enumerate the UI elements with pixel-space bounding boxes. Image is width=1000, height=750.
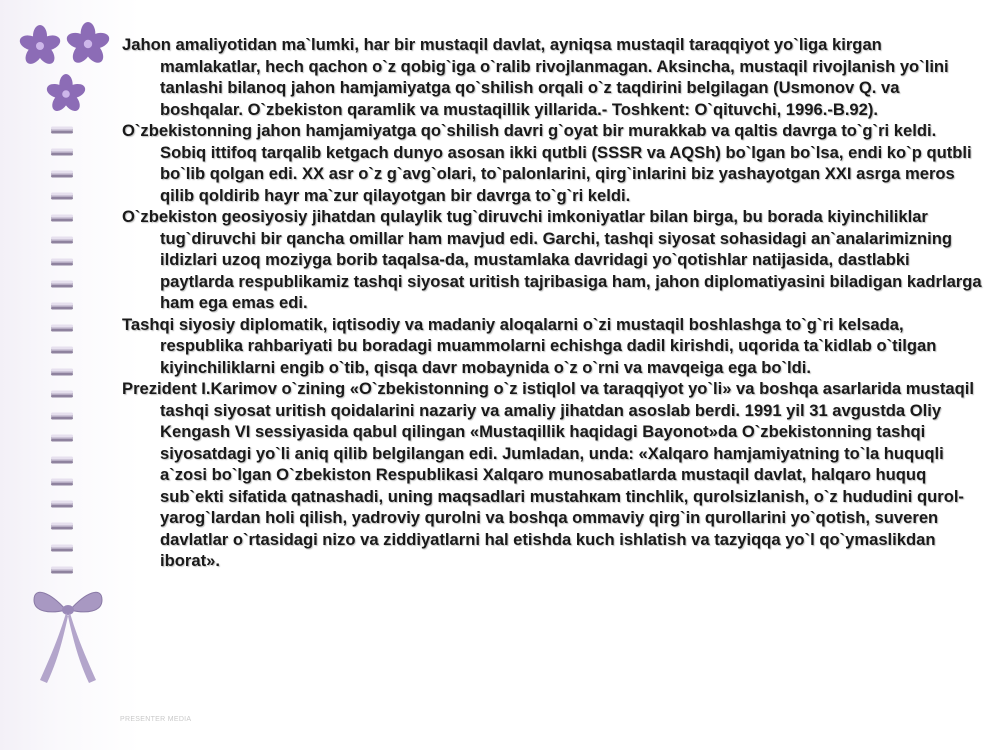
paragraph: O`zbekistonning jahon hamjamiyatga qo`shilish davri g`oyat bir murakkab va qaltis davrga to`g`ri keldi. Sobiq ittifoq tarqalib ketgach dunyo asosan ikki qutbli (SSSR va AQSh) bo`lgan bo`lsa, endi ko`p qutbli bo`lib qolgan edi. XX asr o`z g`avg`olari, to`palonlarini, qirg`inlarini biz yashayotgan XXI asrga meros qilib qoldirib hayr ma`zur qilayotgan bir davrga to`g`ri keldi.	[122, 121, 972, 205]
stitch-icon	[51, 193, 73, 200]
stitch-icon	[51, 347, 73, 354]
stitch-icon	[51, 545, 73, 552]
stitch-icon	[51, 237, 73, 244]
ribbon-bow-icon	[34, 592, 102, 683]
stitch-icon	[51, 215, 73, 222]
stitch-icon	[51, 369, 73, 376]
stitch-icon	[51, 281, 73, 288]
stitch-icon	[51, 479, 73, 486]
flower-icon	[65, 22, 111, 66]
stitch-icon	[51, 127, 73, 134]
flower-icon	[18, 25, 62, 67]
stitch-icon	[51, 149, 73, 156]
stitch-icon	[51, 391, 73, 398]
stitch-icon	[51, 435, 73, 442]
watermark: PRESENTER MEDIA	[120, 716, 192, 723]
main-text	[122, 34, 982, 572]
stitch-icon	[51, 413, 73, 420]
paragraph: Prezident I.Karimov o`zining «O`zbekistonning o`z istiqlol va taraqqiyot yo`li» va boshqa asarlarida mustaqil tashqi siyosat uritish qoidalarini nazariy va amaliy jihatdan asoslab berdi. 1991 yil 31 avgustda Oliy Kengash VI sessiyasida qabul qilingan «Mustaqillik haqidagi Bayonot»da O`zbekistonning tashqi siyosatdagi yo`li aniq qilib belgilangan edi. Jumladan, unda: «Xalqaro hamjamiyatning to`la huquqli a`zosi bo`lgan O`zbekiston Respublikasi Xalqaro munosabatlarda mustaqil davlat, halqaro huquq sub`ekti sifatida qatnashadi, uning maqsadlari mustahкam tinchlik, qurolsizlanish, o`z hududini qurol-yarog`lardan holi qilish, yadroviy qurolni va boshqa ommaviy qirg`in qurollarini yo`qotish, suveren davlatlar o`rtasidagi nizo va ziddiyatlarni hal etishda kuch ishlatish va tazyiqqa yo`l qo`ymaslikdan iborat».	[122, 379, 974, 570]
stitch-icon	[51, 303, 73, 310]
paragraph: O`zbekiston geosiyosiy jihatdan qulaylik tug`diruvchi imkoniyatlar bilan birga, bu borada kiyinchiliklar tug`diruvchi bir qancha omillar ham mavjud edi. Garchi, tashqi siyosat sohasidagi an`analarimizning ildizlari uzoq moziyga borib taqalsa-da, mustamlaka davridagi yo`qotishlar natijasida, dastlabki paytlarda respublikamiz tashqi siyosat uritish tajribasiga ham, jahon diplomatiyasini biladigan kadrlarga ham ega emas edi.	[122, 207, 982, 312]
flower-icon	[45, 74, 87, 114]
stitch-icon	[51, 171, 73, 178]
paragraph: Tashqi siyosiy diplomatik, iqtisodiy va madaniy aloqalarni o`zi mustaqil boshlashga to`g`ri kelsada, respublika rahbariyati bu boradagi muammolarni echishga dadil kirishdi, uqorida ta`kidlab o`tilgan kiyinchiliklarni engib o`tib, qisqa davr mobaynida o`z o`rni va mavqeiga ega bo`ldi.	[122, 314, 937, 377]
stitch-icon	[51, 523, 73, 530]
left-decoration	[0, 0, 120, 750]
stitch-icon	[51, 501, 73, 508]
stitch-icon	[51, 259, 73, 266]
paragraph: Jahon amaliyotidan ma`lumki, har bir mustaqil davlat, ayniqsa mustaqil taraqqiyot yo`liga kirgan mamlakatlar, hech qachon o`z qobig`iga o`ralib rivojlanmagan. Aksincha, mustaqil rivojlanish yo`lini tanlashi bilanoq jahon hamjamiyatga qo`shilish orqali o`z taqdirini belgilagan (Usmonov Q. va boshqalar. O`zbekiston qaramlik va mustaqillik yillarida.- Toshkent: O`qituvchi, 1996.-B.92).	[122, 35, 949, 119]
stitch-icon	[51, 567, 73, 574]
stitch-icon	[51, 457, 73, 464]
stitch-icon	[51, 325, 73, 332]
